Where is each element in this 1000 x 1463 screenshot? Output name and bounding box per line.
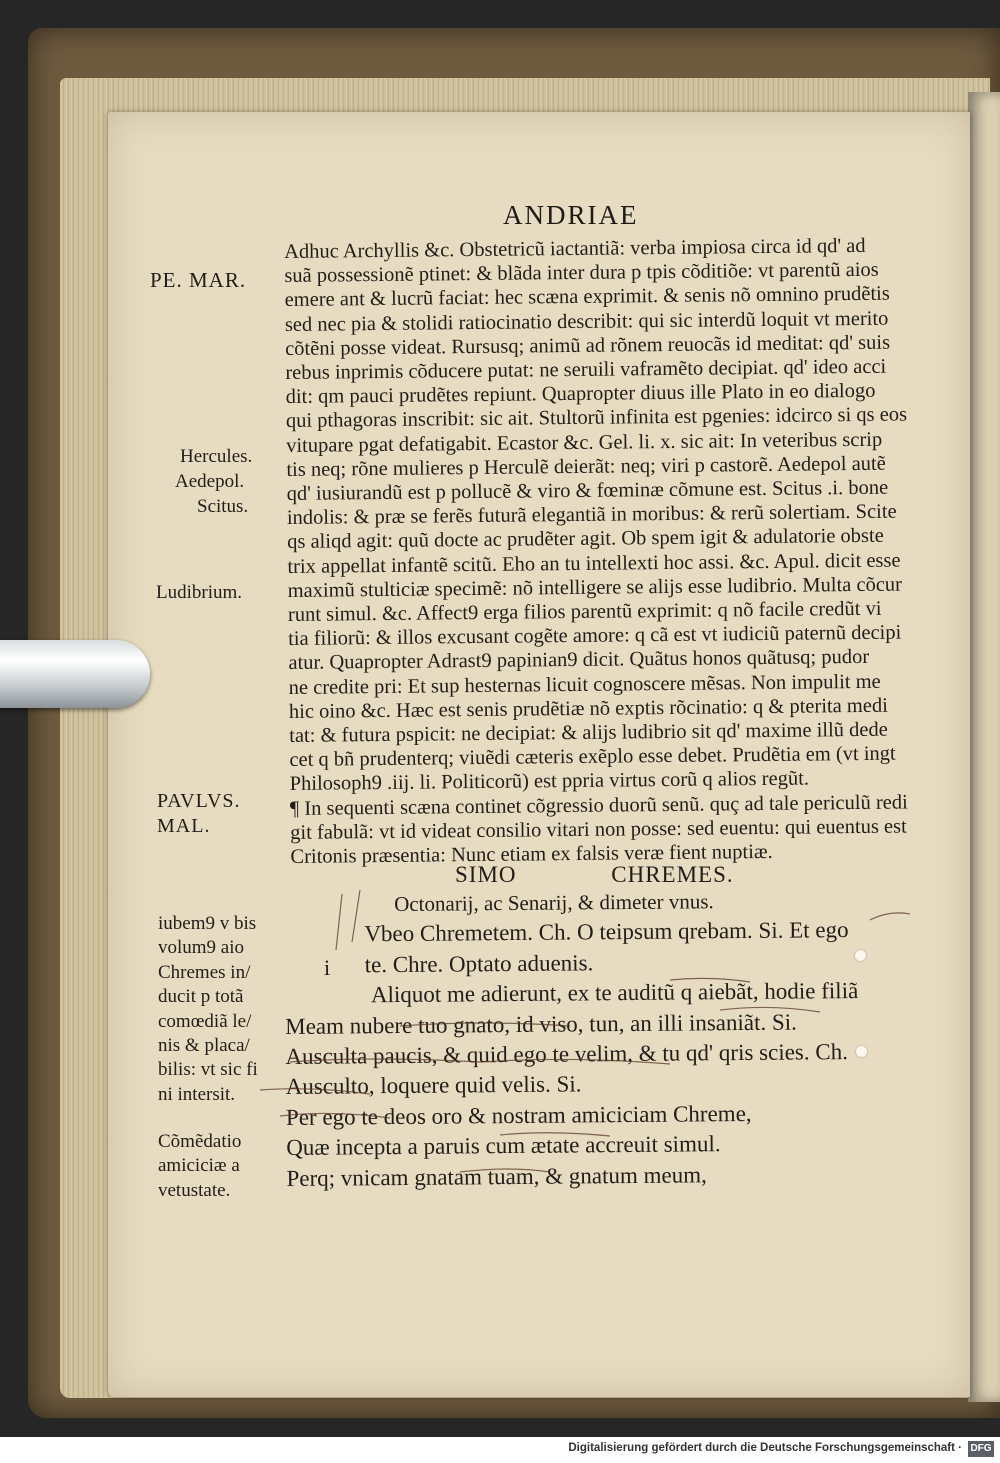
text-line: trix appellat infantẽ scitũ. Eho an tu intellexti hoc assi. &c. Apul. dicit esse <box>287 549 901 578</box>
text-line: dit: qm pauci prudẽtes repiunt. Quapropter diuus ille Plato in eo dialogo <box>285 380 876 409</box>
verse-line: Aliquot me adierunt, ex te auditũ q aiebãt, hodie filiã <box>370 978 859 1008</box>
text-line: Critonis præsentia: Nunc etiam ex falsis veræ fient nuptiæ. <box>290 840 773 869</box>
text-line: tia filiorũ: & illos excusant cogẽte amore: q cã est vt iudiciũ paternũ decipi <box>288 621 902 651</box>
digitization-footer <box>0 1437 1000 1463</box>
margin-pe-mar: PE. MAR. <box>150 268 247 292</box>
marginal-gloss-amicitia <box>158 1130 241 1203</box>
text-line: Adhuc Archyllis &c. Obstetricũ iactantiã: verba impiosa circa id qd' ad <box>284 234 866 263</box>
gloss-line: comœdiã le/ <box>158 1010 252 1032</box>
dfg-logo: DFG <box>968 1441 994 1457</box>
gloss-line: amiciciæ a <box>158 1155 240 1177</box>
running-head: ANDRIAE <box>503 200 639 230</box>
text-line: vitupare pgat defatigabit. Ecastor &c. Gel. li. x. sic ait: In veteribus scrip <box>286 428 883 457</box>
marginal-gloss <box>158 912 258 1107</box>
gloss-line: ni intersit. <box>158 1083 236 1105</box>
margin-paulus: PAVLVS. <box>157 790 241 812</box>
gloss-line: nis & placa/ <box>158 1035 250 1057</box>
margin-ludibrium: Ludibrium. <box>156 582 243 603</box>
gloss-line: volum9 aio <box>158 937 245 959</box>
gloss-line: ducit p totã <box>158 986 244 1008</box>
scene-speakers: SIMO CHREMES. <box>455 862 734 887</box>
verse-line: Ausculto, loquere quid velis. Si. <box>285 1071 582 1100</box>
margin-scitus: Scitus. <box>197 496 249 517</box>
paper-hole <box>856 1046 867 1057</box>
verse-line: Vbeo Chremetem. Ch. O teipsum qrebam. Si. Et ego <box>364 917 849 947</box>
text-line: hic oino &c. Hæc est senis prudẽtiæ nõ exptis rõcinatio: q & pterita medi <box>288 694 888 723</box>
text-line: qd' iusiurandũ est p pollucẽ & viro & fœminæ cõmune est. Scitus .i. bone <box>286 476 889 506</box>
verse-line: Quæ incepta a paruis cum ætate accreuit simul. <box>286 1131 721 1161</box>
meter-line: Octonarij, ac Senarij, & dimeter vnus. <box>394 889 714 917</box>
gloss-line: Chremes in/ <box>158 961 251 983</box>
paper-hole <box>855 950 866 961</box>
funding-credit: Digitalisierung gefördert durch die Deutsche Forschungsgemeinschaft · <box>568 1442 962 1454</box>
text-line: tis neq; rõne mulieres p Herculẽ deierãt: neq; viri p castorẽ. Aedepol autẽ <box>286 452 886 481</box>
text-line: git fabulã: vt id videat consilio vitari non posse: sed euentu: qui euentus est <box>290 815 907 844</box>
verse-line: Per ego te deos oro & nostram amiciciam Chreme, <box>285 1100 752 1130</box>
handwritten-annotations <box>250 880 950 1220</box>
verse-line: Ausculta paucis, & quid ego te velim, & tu qd' qris scies. Ch. <box>285 1039 849 1070</box>
text-line: indolis: & præ se ferẽs futurã elegantiã in moribus: & rerũ solertiam. Scite <box>286 500 897 530</box>
facing-page-edge <box>968 92 1000 1402</box>
verse-initial-mark: i <box>324 955 331 980</box>
gloss-line: bilis: vt sic fi <box>158 1059 258 1081</box>
text-line: emere ant & lucrũ faciat: hec scæna exprimit. & senis nõ omnino prudẽtis <box>284 283 890 312</box>
text-line: ne credite pri: Et sup hesternas licuit cognoscere mẽsas. Non impulit me <box>288 670 881 699</box>
margin-mal: MAL. <box>157 815 211 837</box>
verse-line: Perq; vnicam gnatam tuam, & gnatum meum, <box>286 1161 707 1191</box>
book-clamp <box>0 640 150 708</box>
text-line: tat: & futura pspicit: ne decipiat: & alijs ludibrio sit qd' maxime illũ dede <box>289 718 888 748</box>
verse-line: Meam nubere tuo gnato, id viso, tun, an illi insaniãt. Si. <box>285 1009 797 1039</box>
text-line: runt simul. &c. Affect9 erga filios parentũ exprimit: q nõ facile credũt vi <box>287 597 882 627</box>
text-line: Philosoph9 .iij. li. Politicorũ) est ppria virtus corũ q alios regũt. <box>289 768 810 796</box>
text-line: qs aliqd agit: quũ docte ac prudẽter agit. Ob spem igit & adulatorie obste <box>287 525 884 554</box>
text-line: rebus inprimis cõducere putat: ne seruili vaframẽto decipiat. qd' ideo acci <box>285 355 887 385</box>
margin-aedepol: Aedepol. <box>175 471 245 492</box>
gloss-line: iubem9 v bis <box>158 913 257 934</box>
gloss-line: Cõmẽdatio <box>158 1131 242 1152</box>
text-line: cõtẽni posse videat. Rursusq; animũ ad rõnem reuocãs id meditat: qd' suis <box>285 331 891 360</box>
text-line: maximũ stulticiæ specimẽ: nõ intelligere se alijs esse ludibrio. Multa cõcur <box>287 573 903 602</box>
text-line: suã possessionẽ ptinet: & blãda inter dura p tpis cõditiõe: vt parentũ aios <box>284 258 879 288</box>
text-line: atur. Quapropter Adrast9 papinian9 dicit. Quãtus honos quãtusq; pudor <box>288 646 870 675</box>
text-line: sed nec pia & stolidi ratiocinatio describit: qui sic interdũ loquit vt merito <box>284 307 889 336</box>
verse-line: te. Chre. Optato aduenis. <box>364 950 594 978</box>
commentary-text <box>284 233 912 869</box>
gloss-line: vetustate. <box>158 1179 231 1201</box>
text-line: cet q bñ prudenterq; viuẽdi cæteris exẽplo esse debet. Prudẽtia em (vt ingt <box>289 742 896 772</box>
text-line: ¶ In sequenti scæna continet cõgressio duorũ senũ. quç ad tale periculũ redi <box>289 791 908 820</box>
margin-hercules: Hercules. <box>180 446 253 467</box>
text-line: qui pthagoras inscribit: sic ait. Stultorũ infinita est pgenies: idcirco si qs eos <box>285 403 908 433</box>
